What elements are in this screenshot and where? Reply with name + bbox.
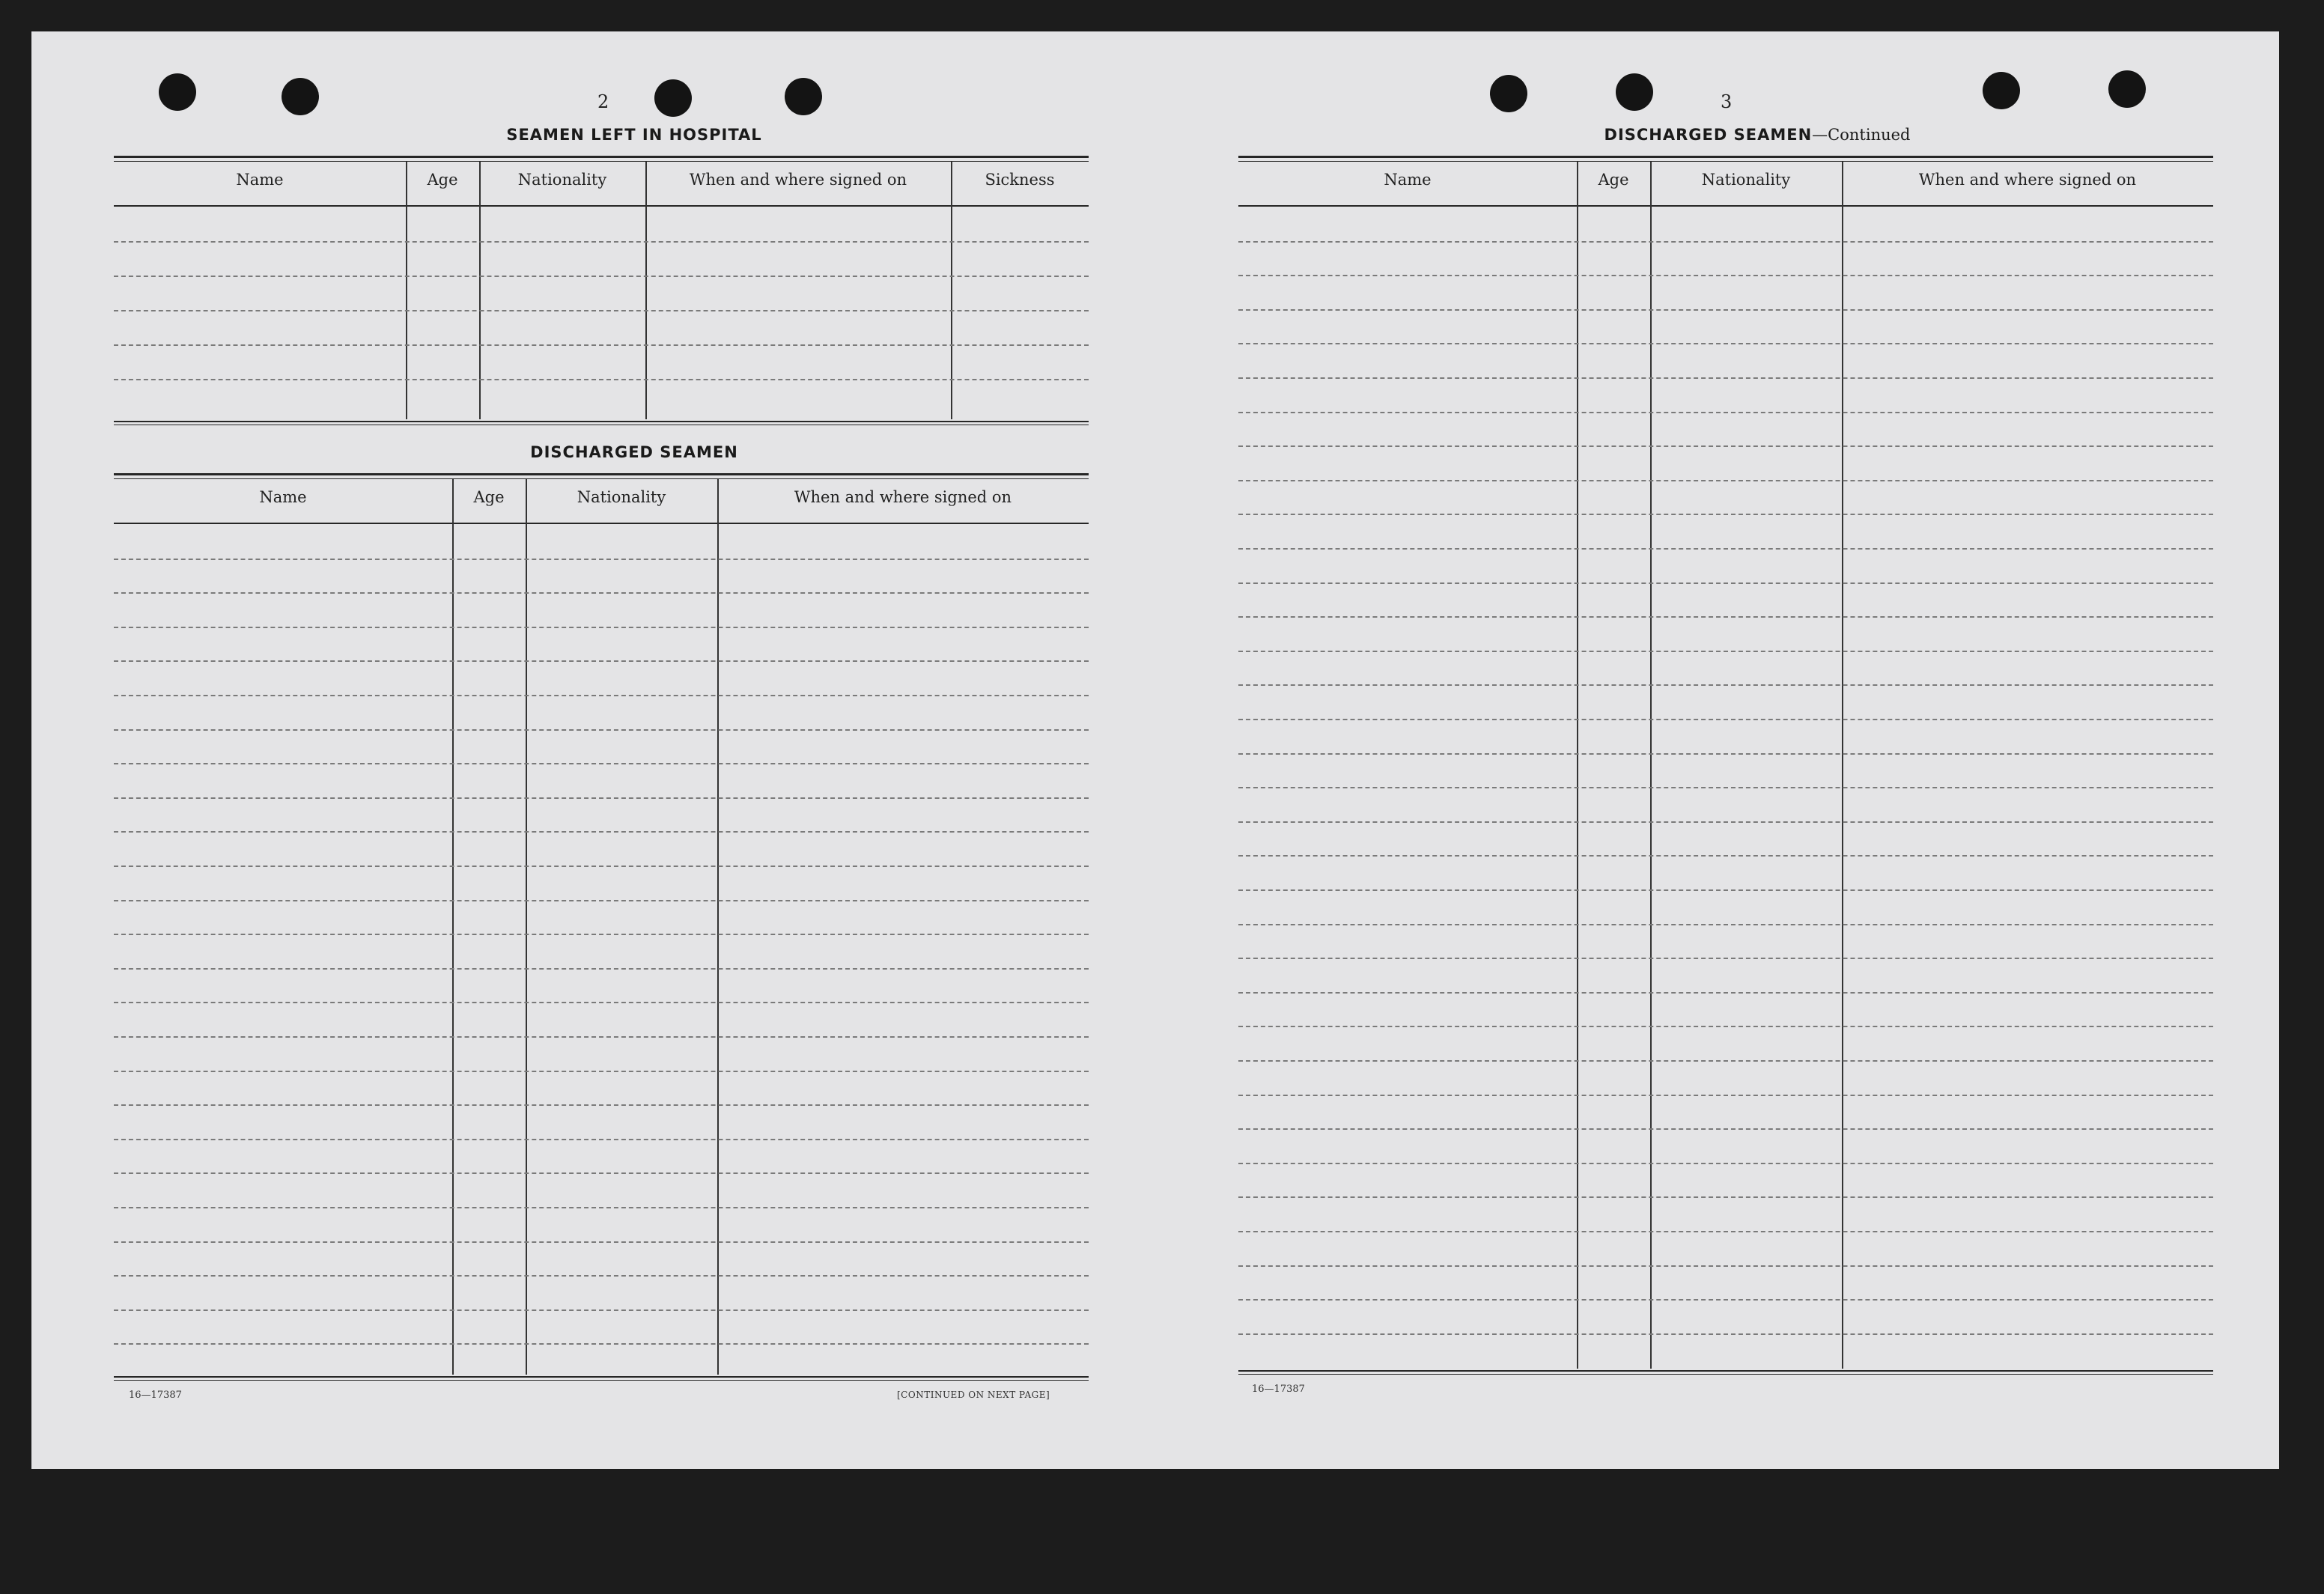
table-row-line: [1238, 855, 2213, 857]
table-row-line: [114, 1104, 1089, 1106]
right-form-code: 16—17387: [1252, 1384, 1305, 1395]
table-row-line: [1238, 821, 2213, 823]
table-row-line: [114, 1139, 1089, 1140]
table-row-line: [114, 344, 1089, 346]
right-title-main: DISCHARGED SEAMEN: [1604, 126, 1813, 144]
table-row-line: [114, 763, 1089, 764]
table-row-line: [1238, 992, 2213, 994]
table-row-line: [114, 1241, 1089, 1243]
punch-hole: [1983, 72, 2020, 109]
table-row-line: [114, 310, 1089, 311]
hospital-section-title: SEAMEN LEFT IN HOSPITAL: [506, 126, 762, 144]
left-form-code: 16—17387: [129, 1390, 182, 1401]
table-row-line: [1238, 377, 2213, 379]
right-page-number: 3: [1721, 91, 1733, 112]
table-row-line: [1238, 1163, 2213, 1164]
table-row-line: [1238, 889, 2213, 891]
hospital-table: [114, 156, 1089, 427]
table-row-line: [1238, 1299, 2213, 1301]
table-row-line: [1238, 684, 2213, 686]
table-row-line: [1238, 616, 2213, 618]
table-row-line: [1238, 412, 2213, 413]
table-row-line: [114, 831, 1089, 833]
table-row-line: [1238, 1026, 2213, 1027]
discharged-col-when-where: When and where signed on: [794, 488, 1012, 506]
right-col-name: Name: [1384, 171, 1432, 189]
table-row-line: [1238, 958, 2213, 959]
table-row-line: [114, 1172, 1089, 1174]
table-row-line: [114, 660, 1089, 662]
hospital-col-name: Name: [236, 171, 284, 189]
discharged-col-age: Age: [473, 488, 505, 506]
punch-hole: [1490, 75, 1527, 112]
table-row-line: [114, 592, 1089, 594]
table-row-line: [1238, 1333, 2213, 1335]
table-row-line: [114, 695, 1089, 696]
right-col-when-where: When and where signed on: [1918, 171, 2137, 189]
left-page-number: 2: [597, 91, 609, 112]
table-row-line: [1238, 1060, 2213, 1062]
table-row-line: [1238, 445, 2213, 447]
table-row-line: [1238, 1095, 2213, 1096]
table-row-line: [1238, 1231, 2213, 1232]
table-row-line: [1238, 753, 2213, 755]
table-row-line: [1238, 582, 2213, 584]
table-row-line: [1238, 343, 2213, 344]
table-row-line: [114, 1309, 1089, 1311]
table-row-line: [114, 1275, 1089, 1277]
table-row-line: [1238, 651, 2213, 652]
right-title-continued: —Continued: [1812, 126, 1911, 144]
table-row-line: [1238, 1265, 2213, 1267]
table-row-line: [114, 934, 1089, 935]
table-row-line: [114, 866, 1089, 867]
discharged-col-name: Name: [259, 488, 307, 506]
hospital-col-nationality: Nationality: [517, 171, 607, 189]
table-row-line: [1238, 1196, 2213, 1198]
table-row-line: [114, 1071, 1089, 1072]
continued-note: [CONTINUED ON NEXT PAGE]: [897, 1390, 1050, 1400]
table-row-line: [114, 276, 1089, 277]
discharged-col-nationality: Nationality: [577, 488, 666, 506]
table-row-line: [1238, 275, 2213, 276]
punch-hole: [282, 78, 319, 115]
table-row-line: [114, 1343, 1089, 1345]
table-row-line: [1238, 787, 2213, 788]
table-row-line: [1238, 480, 2213, 481]
punch-hole: [654, 79, 692, 117]
right-col-age: Age: [1598, 171, 1629, 189]
table-row-line: [114, 1036, 1089, 1038]
table-row-line: [114, 797, 1089, 799]
discharged-table: [114, 473, 1089, 1384]
table-row-line: [114, 627, 1089, 628]
table-row-line: [114, 1002, 1089, 1003]
table-row-line: [114, 559, 1089, 560]
discharged-section-title: DISCHARGED SEAMEN: [530, 443, 738, 461]
table-row-line: [1238, 1128, 2213, 1130]
table-row-line: [114, 968, 1089, 970]
table-row-line: [114, 729, 1089, 731]
discharged-continued-table: [1238, 156, 2213, 1378]
document-sheet: [31, 31, 2279, 1469]
table-row-line: [114, 379, 1089, 380]
table-row-line: [1238, 548, 2213, 550]
table-row-line: [1238, 241, 2213, 243]
table-row-line: [1238, 719, 2213, 720]
table-row-line: [114, 1207, 1089, 1208]
hospital-col-age: Age: [427, 171, 458, 189]
punch-hole: [2108, 70, 2146, 108]
punch-hole: [785, 78, 822, 115]
punch-hole: [159, 73, 196, 111]
table-row-line: [114, 241, 1089, 243]
table-row-line: [1238, 309, 2213, 311]
hospital-col-when-where: When and where signed on: [689, 171, 907, 189]
table-row-line: [114, 900, 1089, 901]
right-col-nationality: Nationality: [1701, 171, 1791, 189]
table-row-line: [1238, 514, 2213, 515]
hospital-col-sickness: Sickness: [985, 171, 1055, 189]
right-section-title: [1267, 126, 2248, 144]
punch-hole: [1616, 73, 1653, 111]
table-row-line: [1238, 924, 2213, 925]
